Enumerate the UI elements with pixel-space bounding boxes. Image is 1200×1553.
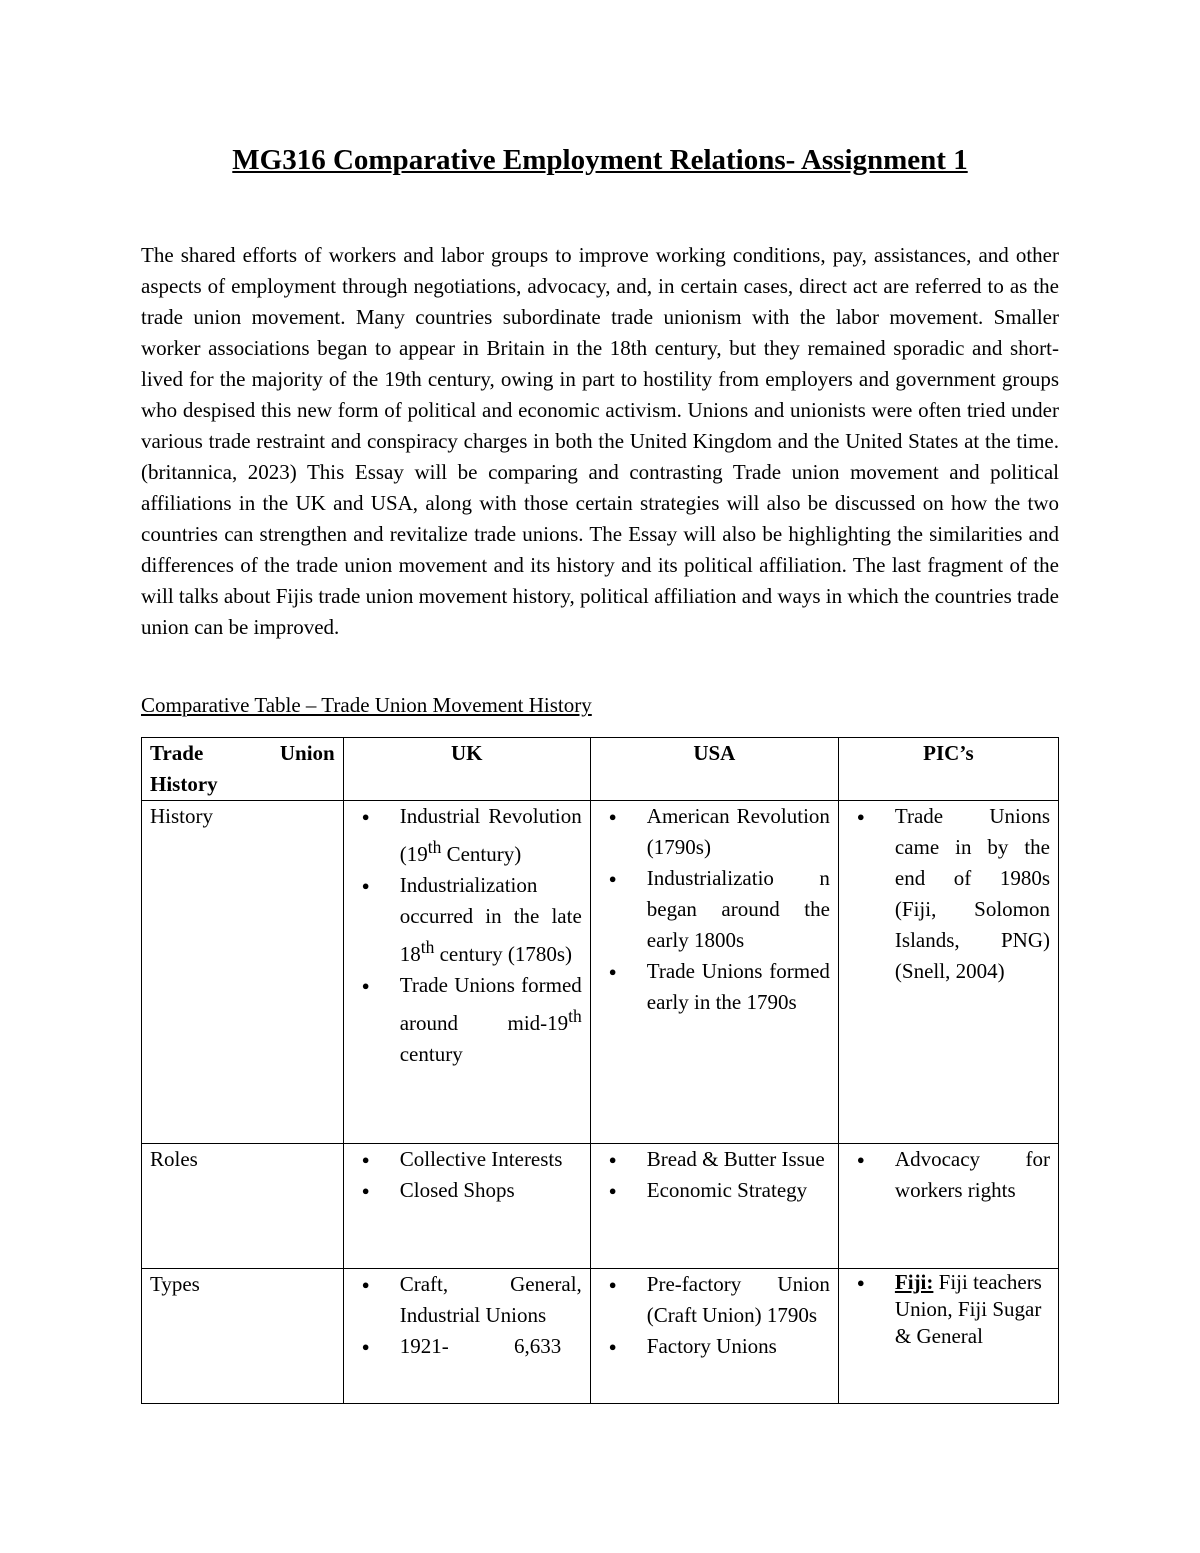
list-item: ● Bread & Butter Issue	[647, 1144, 830, 1175]
header-word-history: History	[150, 772, 218, 796]
list-item: ● Advocacy for workers rights	[895, 1144, 1050, 1206]
table-row	[142, 801, 1059, 1144]
row-label-history: History	[142, 801, 344, 1144]
list-item: ● Trade Unions formed early in the 1790s	[647, 956, 830, 1018]
list-item: ● 1921- 6,633	[400, 1331, 582, 1362]
header-usa: USA	[590, 738, 838, 801]
cell-types-usa	[590, 1269, 838, 1404]
intro-paragraph: The shared efforts of workers and labor groups to improve working conditions, pay, assistances, and other aspects of employment through negotiations, advocacy, and, in certain cases, direct act are referred to as the trade union movement. Many countries subordinate trade unionism with the labor movement. Smaller worker associations began to appear in Britain in the 18th century, but they remained sporadic and short-lived for the majority of the 19th century, owing in part to hostility from employers and government groups who despised this new form of political and economic activism. Unions and unionists were often tried under various trade restraint and conspiracy charges in both the United Kingdom and the United States at the time. (britannica, 2023) This Essay will be comparing and contrasting Trade union movement and political affiliations in the UK and USA, along with those certain strategies will also be discussed on how the two countries can strengthen and revitalize trade unions. The Essay will also be highlighting the similarities and differences of the trade union movement and its history and its political affiliation. The last fragment of the will talks about Fijis trade union movement history, political affiliation and ways in which the countries trade union can be improved.	[141, 243, 1059, 639]
list-item: ● Craft, General, Industrial Unions	[400, 1269, 582, 1331]
list-item: ● American Revolution (1790s)	[647, 801, 830, 863]
list-item: ● Trade Unions formed around mid-19th century	[400, 970, 582, 1070]
document-title: MG316 Comparative Employment Relations- Assignment 1	[232, 144, 968, 176]
list-item: ● Collective Interests	[400, 1144, 582, 1175]
table-caption: Comparative Table – Trade Union Movement History	[141, 693, 592, 717]
header-trade-union-history	[142, 738, 344, 801]
header-word-union: Union	[279, 741, 335, 765]
row-label-roles: Roles	[142, 1144, 344, 1269]
list-item: ● Fiji: Fiji teachers Union, Fiji Sugar & General	[895, 1269, 1050, 1350]
list-item: ● Industrial Revolution (19th Century)	[400, 801, 582, 870]
comparative-table	[141, 737, 1059, 1404]
table-header-row	[142, 738, 1059, 801]
cell-history-pics	[838, 801, 1058, 1144]
header-pics: PIC’s	[838, 738, 1058, 801]
header-uk: UK	[343, 738, 590, 801]
list-item: ● Industrializatio n began around the early 1800s	[647, 863, 830, 956]
cell-history-uk	[343, 801, 590, 1144]
list-item: ● Trade Unions came in by the end of 1980s (Fiji, Solomon Islands, PNG) (Snell, 2004)	[895, 801, 1050, 987]
cell-roles-pics	[838, 1144, 1058, 1269]
row-label-types: Types	[142, 1269, 344, 1404]
list-item: ● Pre-factory Union (Craft Union) 1790s	[647, 1269, 830, 1331]
list-item: ● Industrialization occurred in the late 18th century (1780s)	[400, 870, 582, 970]
list-item: ● Factory Unions	[647, 1331, 830, 1362]
header-word-trade: Trade	[150, 741, 204, 765]
table-row	[142, 1144, 1059, 1269]
cell-roles-usa	[590, 1144, 838, 1269]
list-item: ● Economic Strategy	[647, 1175, 830, 1206]
cell-roles-uk	[343, 1144, 590, 1269]
cell-types-pics	[838, 1269, 1058, 1404]
cell-history-usa	[590, 801, 838, 1144]
table-row	[142, 1269, 1059, 1404]
fiji-label: Fiji:	[894, 1270, 934, 1294]
cell-types-uk	[343, 1269, 590, 1404]
list-item: ● Closed Shops	[400, 1175, 582, 1206]
